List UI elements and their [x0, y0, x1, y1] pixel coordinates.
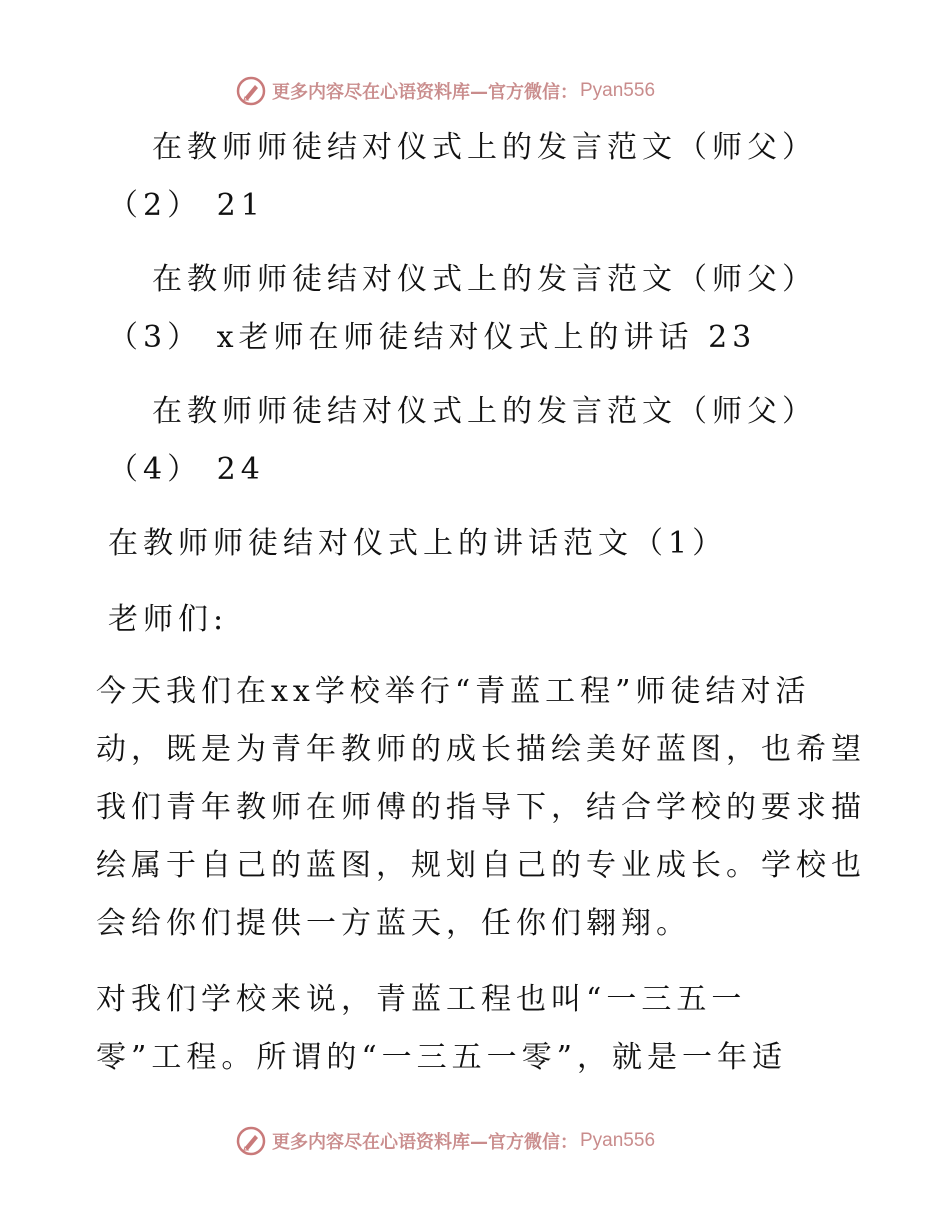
toc-entry-1-title: 在教师师徒结对仪式上的发言范文（师父） [152, 130, 817, 165]
section-heading: 在教师师徒结对仪式上的讲话范文（1） [108, 526, 728, 561]
footer-watermark [236, 1124, 655, 1158]
toc-entry-2-title: 在教师师徒结对仪式上的发言范文（师父） [152, 262, 817, 297]
toc-entry-1-page: （2） 21 [108, 188, 265, 223]
toc-entry-3-page: （4） 24 [108, 452, 265, 487]
watermark-account: Pyan556 [580, 1130, 656, 1151]
toc-entry-3-title: 在教师师徒结对仪式上的发言范文（师父） [152, 394, 817, 429]
pen-logo-icon [236, 76, 266, 106]
toc-entry-2-page: （3） x老师在师徒结对仪式上的讲话 23 [108, 320, 757, 355]
paragraph-2-line-2: 零”工程。所谓的“一三五一零”，就是一年适 [96, 1040, 788, 1075]
paragraph-1-line-1: 今天我们在xx学校举行“青蓝工程”师徒结对活 [96, 674, 811, 709]
paragraph-1-line-3: 我们青年教师在师傅的指导下，结合学校的要求描 [96, 790, 866, 825]
salutation: 老师们: [108, 602, 229, 637]
paragraph-1-line-5: 会给你们提供一方蓝天，任你们翱翔。 [96, 906, 691, 941]
paragraph-1-line-4: 绘属于自己的蓝图，规划自己的专业成长。学校也 [96, 848, 866, 883]
watermark-text: 更多内容尽在心语资料库—官方微信： [272, 1132, 578, 1153]
watermark-account: Pyan556 [580, 80, 656, 101]
paragraph-1-line-2: 动，既是为青年教师的成长描绘美好蓝图，也希望 [96, 732, 866, 767]
paragraph-2-line-1: 对我们学校来说，青蓝工程也叫“一三五一 [96, 982, 747, 1017]
header-watermark [236, 74, 655, 108]
watermark-text: 更多内容尽在心语资料库—官方微信： [272, 82, 578, 103]
pen-logo-icon [236, 1126, 266, 1156]
